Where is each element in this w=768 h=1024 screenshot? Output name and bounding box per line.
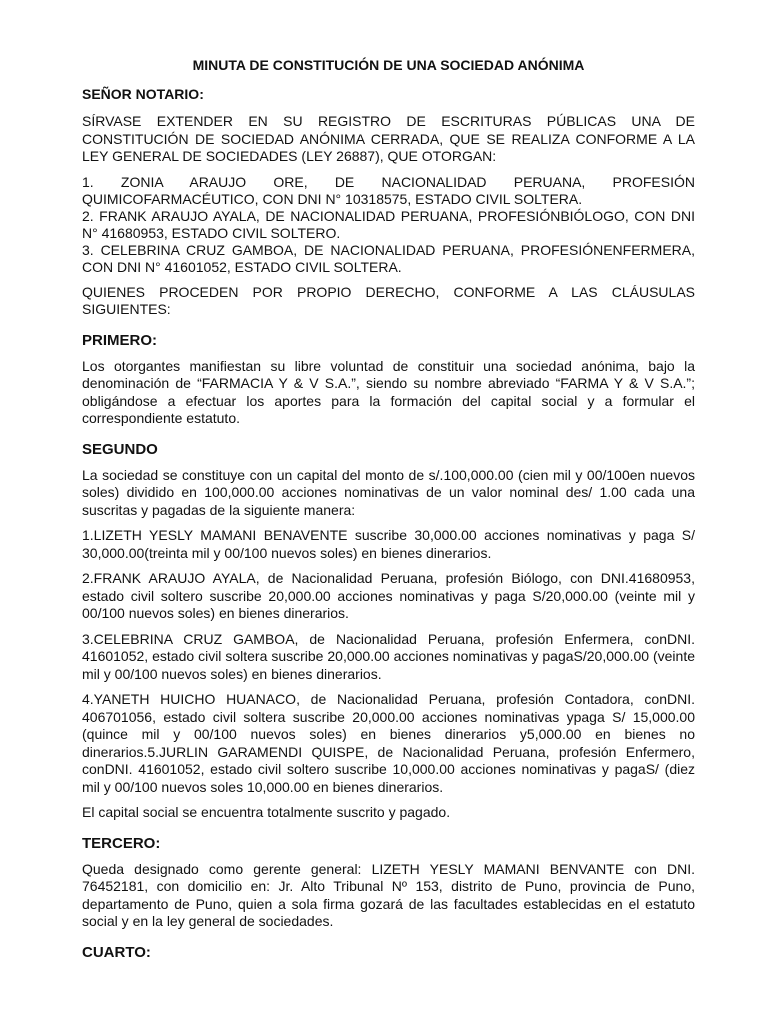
list-item: 3.CELEBRINA CRUZ GAMBOA, de Nacionalidad Peruana, profesión Enfermera, conDNI. 41601052, estado civil soltera suscribe 20,000.00 acciones nominativas y pagaS/20,000.00 (veinte mil y 00/100 nuevos soles) en bienes dinerarios. xyxy=(82,630,695,682)
list-item: 4.YANETH HUICHO HUANACO, de Nacionalidad Peruana, profesión Contadora, conDNI. 406701056, estado civil soltera suscribe 20,000.00 acciones nominativas ypaga S/ 15,000.00 (quince mil y 00/100 nuevos soles) en bienes dinerarios y5,000.00 en bienes no dinerarios.5.JURLIN GARAMENDI QUISPE, de Nacionalidad Peruana, profesión Enfermero, conDNI. 41601052, estado civil soltero suscribe 10,000.00 acciones nominativas y pagaS/ (diez mil y 00/100 nuevos soles 10,000.00 en bienes dinerarios. xyxy=(82,691,695,795)
proceed-paragraph: QUIENES PROCEDEN POR PROPIO DERECHO, CONFORME A LAS CLÁUSULAS SIGUIENTES: xyxy=(82,283,695,317)
section-intro-segundo: La sociedad se constituye con un capital del monto de s/.100,000.00 (cien mil y 00/100en nuevos soles) dividido en 100,000.00 acciones nominativas de un valor nominal des/ 1.00 cada una suscritas y pagadas de la siguiente manera: xyxy=(82,466,695,518)
section-closing-segundo: El capital social se encuentra totalmente suscrito y pagado. xyxy=(82,804,451,820)
section-heading-tercero: TERCERO: xyxy=(82,834,161,852)
list-item: 2.FRANK ARAUJO AYALA, de Nacionalidad Peruana, profesión Biólogo, con DNI.41680953, estado civil soltero suscribe 20,000.00 acciones nominativas y paga S/20,000.00 (veinte mil y 00/100 nuevos soles) en bienes dinerarios. xyxy=(82,570,695,621)
section-text-tercero: Queda designado como gerente general: LIZETH YESLY MAMANI BENVANTE con DNI. 76452181, con domicilio en: Jr. Alto Tribunal Nº 153, distrito de Puno, provincia de Puno, departamento de Puno, quien a sola firma gozará de las facultades establecidas en el estatuto social y en la ley general de sociedades. xyxy=(82,860,695,929)
section-heading-cuarto: CUARTO: xyxy=(82,943,151,961)
grantors-list xyxy=(82,174,695,276)
list-item: 3. CELEBRINA CRUZ GAMBOA, DE NACIONALIDAD PERUANA, PROFESIÓNENFERMERA, CON DNI N° 41601052, ESTADO CIVIL SOLTERA. xyxy=(82,241,695,275)
intro-paragraph: SÍRVASE EXTENDER EN SU REGISTRO DE ESCRITURAS PÚBLICAS UNA DE CONSTITUCIÓN DE SOCIEDAD ANÓNIMA CERRADA, QUE SE REALIZA CONFORME A LA LEY GENERAL DE SOCIEDADES (LEY 26887), QUE OTORGAN: xyxy=(82,113,695,164)
section-heading-segundo: SEGUNDO xyxy=(82,440,158,458)
list-item: 1. ZONIA ARAUJO ORE, DE NACIONALIDAD PERUANA, PROFESIÓN QUIMICOFARMACÉUTICO, CON DNI N° 10318575, ESTADO CIVIL SOLTERA. xyxy=(82,173,695,207)
list-item: 2. FRANK ARAUJO AYALA, DE NACIONALIDAD PERUANA, PROFESIÓNBIÓLOGO, CON DNI N° 41680953, ESTADO CIVIL SOLTERO. xyxy=(82,207,695,241)
document-title: MINUTA DE CONSTITUCIÓN DE UNA SOCIEDAD ANÓNIMA xyxy=(192,57,585,73)
section-heading-primero: PRIMERO: xyxy=(82,331,157,349)
section-text-primero: Los otorgantes manifiestan su libre voluntad de constituir una sociedad anónima, bajo la denominación de “FARMACIA Y & V S.A.”, siendo su nombre abreviado “FARMA Y & V S.A.”; obligándose a efectuar los aportes para la formación del capital social y a formular el correspondiente estatuto. xyxy=(82,357,695,426)
list-item: 1.LIZETH YESLY MAMANI BENAVENTE suscribe 30,000.00 acciones nominativas y paga S/ 30,000.00(treinta mil y 00/100 nuevos soles) en bienes dinerarios. xyxy=(82,527,695,561)
addressee: SEÑOR NOTARIO: xyxy=(82,86,204,102)
